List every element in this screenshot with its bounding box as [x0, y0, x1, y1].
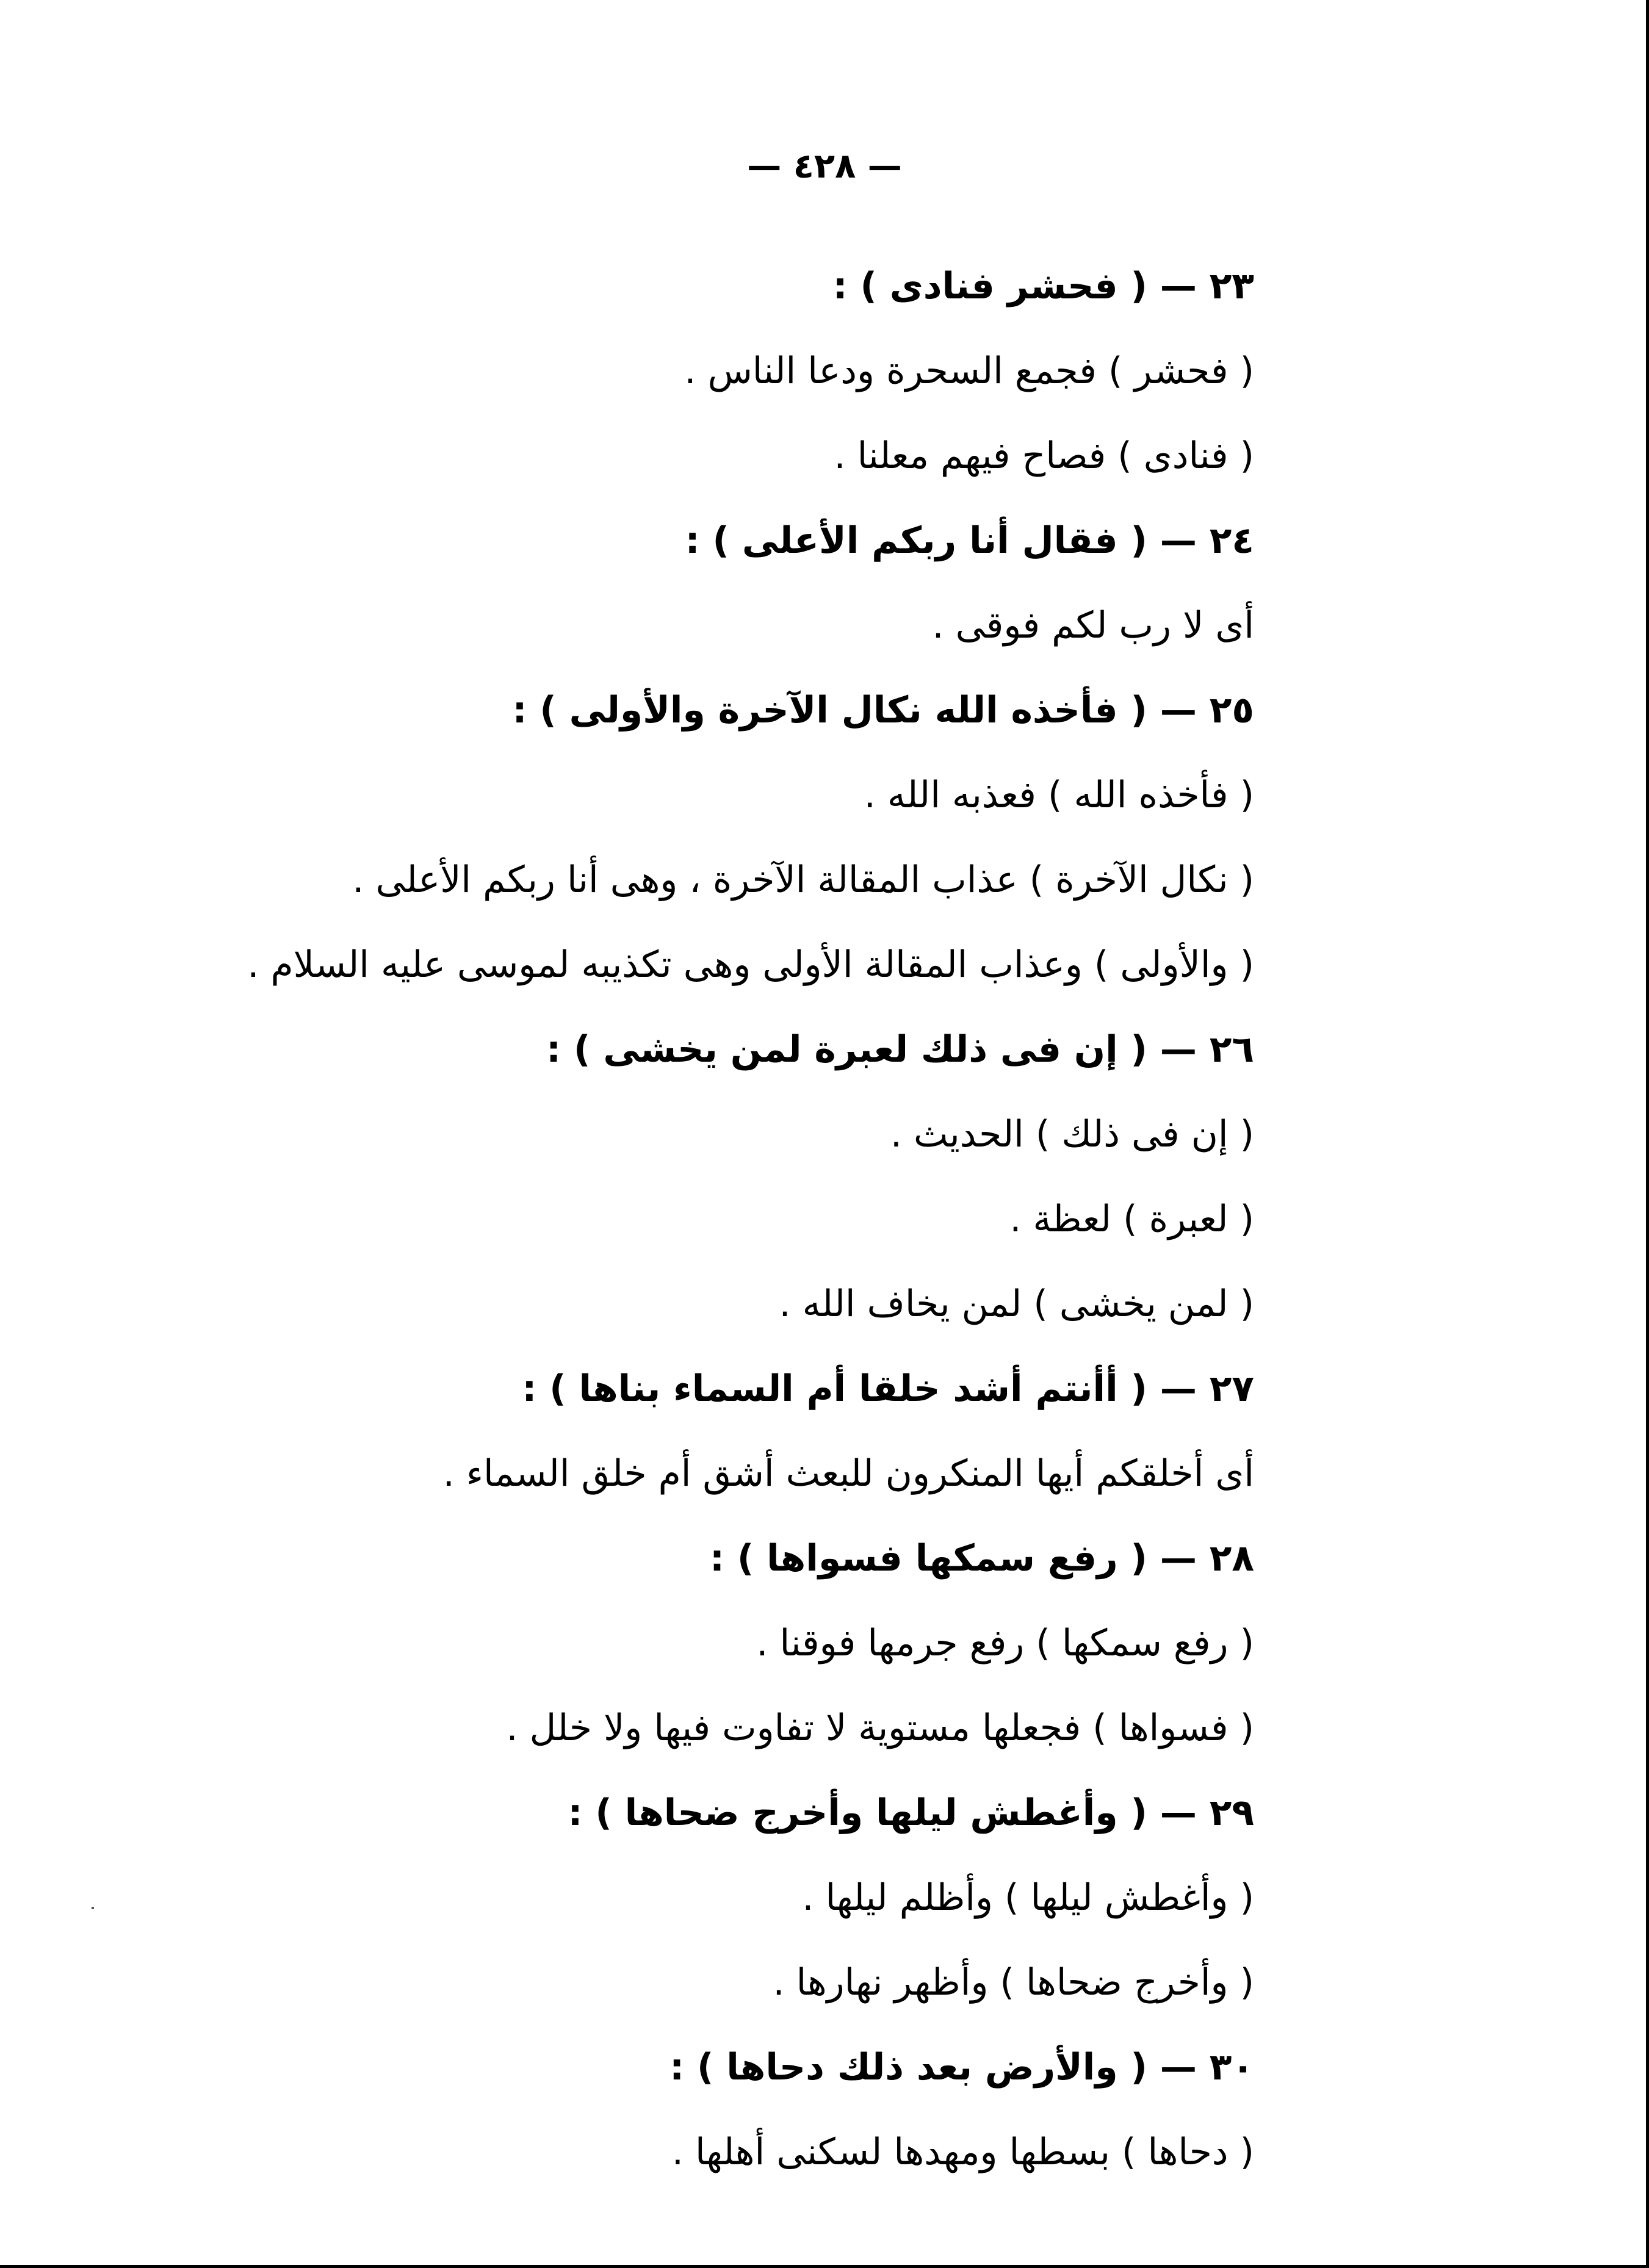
verse-heading-26: ٢٦ — ( إن فى ذلك لعبرة لمن يخشى ) :	[546, 1028, 1254, 1071]
commentary-line: ( وأخرج ضحاها ) وأظهر نهارها .	[773, 1961, 1254, 2004]
commentary-line: ( فحشر ) فجمع السحرة ودعا الناس .	[684, 350, 1254, 392]
commentary-line: ( رفع سمكها ) رفع جرمها فوقنا .	[756, 1622, 1254, 1665]
commentary-line: أى لا رب لكم فوقى .	[932, 604, 1254, 647]
verse-heading-27: ٢٧ — ( أأنتم أشد خلقا أم السماء بناها ) :	[522, 1367, 1254, 1410]
verse-heading-23: ٢٣ — ( فحشر فنادى ) :	[832, 265, 1254, 308]
verse-heading-29: ٢٩ — ( وأغطش ليلها وأخرج ضحاها ) :	[568, 1791, 1254, 1834]
verse-heading-28: ٢٨ — ( رفع سمكها فسواها ) :	[709, 1537, 1254, 1580]
commentary-line: ( وأغطش ليلها ) وأظلم ليلها .	[802, 1876, 1254, 1919]
commentary-line: ( لمن يخشى ) لمن يخاف الله .	[779, 1283, 1254, 1325]
verse-heading-30: ٣٠ — ( والأرض بعد ذلك دحاها ) :	[669, 2046, 1254, 2089]
page-number: — ٤٢٨ —	[747, 146, 902, 186]
commentary-line: ( نكال الآخرة ) عذاب المقالة الآخرة ، وهى أنا ربكم الأعلى .	[352, 859, 1254, 901]
commentary-line: ( إن فى ذلك ) الحديث .	[890, 1113, 1254, 1156]
commentary-line: ( دحاها ) بسطها ومهدها لسكنى أهلها .	[671, 2131, 1254, 2173]
commentary-line: ( فنادى ) فصاح فيهم معلنا .	[834, 434, 1254, 477]
verse-heading-24: ٢٤ — ( فقال أنا ربكم الأعلى ) :	[685, 519, 1254, 562]
commentary-line: أى أخلقكم أيها المنكرون للبعث أشق أم خلق السماء .	[442, 1452, 1254, 1495]
commentary-line: ( لعبرة ) لعظة .	[1009, 1198, 1254, 1240]
commentary-line: ( فأخذه الله ) فعذبه الله .	[864, 774, 1254, 816]
verse-heading-25: ٢٥ — ( فأخذه الله نكال الآخرة والأولى ) :	[512, 689, 1254, 732]
commentary-line: ( والأولى ) وعذاب المقالة الأولى وهى تكذيبه لموسى عليه السلام .	[247, 943, 1254, 986]
scan-speck	[92, 1907, 94, 1909]
commentary-line: ( فسواها ) فجعلها مستوية لا تفاوت فيها ولا خلل .	[506, 1707, 1254, 1749]
commentary-text	[156, 244, 1254, 2195]
